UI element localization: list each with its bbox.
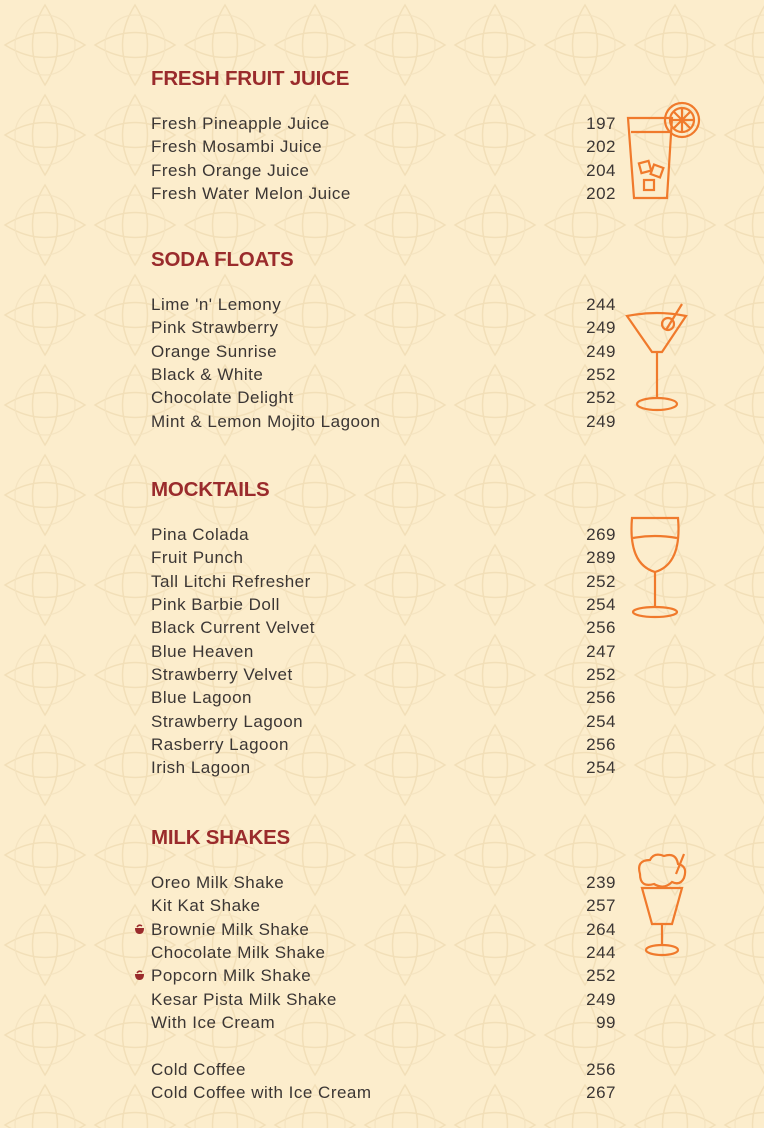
item-price: 244 <box>586 295 616 314</box>
menu-item <box>151 1081 616 1104</box>
menu-item <box>151 733 616 756</box>
menu-item <box>151 894 616 917</box>
item-price: 244 <box>586 943 616 963</box>
item-name: Brownie Milk Shake <box>151 919 310 939</box>
menu-item <box>151 710 616 733</box>
item-name: Fresh Pineapple Juice <box>151 114 330 133</box>
item-price: 202 <box>586 137 616 157</box>
item-name: Fresh Mosambi Juice <box>151 137 323 157</box>
menu-item <box>151 871 616 894</box>
item-price: 252 <box>586 365 616 385</box>
martini-glass-icon <box>622 302 692 414</box>
item-name: Cold Coffee <box>151 1059 246 1079</box>
menu-item <box>151 593 616 616</box>
item-price: 202 <box>586 184 616 204</box>
menu-item <box>151 293 616 316</box>
item-price: 267 <box>586 1083 616 1103</box>
menu-section <box>151 826 616 1104</box>
item-name: Rasberry Lagoon <box>151 735 289 755</box>
item-name: Pink Barbie Doll <box>151 595 280 615</box>
juice-glass-icon <box>622 100 704 204</box>
item-name: Pina Colada <box>151 525 250 544</box>
item-name: Chocolate Milk Shake <box>151 943 326 963</box>
item-name: Orange Sunrise <box>151 341 278 361</box>
item-price: 249 <box>586 318 616 338</box>
menu-section <box>151 248 616 433</box>
item-name: Strawberry Velvet <box>151 665 293 685</box>
menu-item <box>151 363 616 386</box>
menu-section <box>151 478 616 780</box>
menu-item <box>151 546 616 569</box>
item-price: 197 <box>586 114 616 133</box>
item-name: With Ice Cream <box>151 1013 276 1033</box>
item-name: Irish Lagoon <box>151 758 251 778</box>
section-title: MOCKTAILS <box>151 478 270 501</box>
menu-section <box>151 67 616 205</box>
item-name: Mint & Lemon Mojito Lagoon <box>151 411 381 431</box>
section-title: SODA FLOATS <box>151 248 294 271</box>
menu-item <box>151 1011 616 1034</box>
item-price: 99 <box>596 1013 616 1033</box>
item-name: Black Current Velvet <box>151 618 316 638</box>
item-name: Strawberry Lagoon <box>151 711 304 731</box>
item-price: 256 <box>586 688 616 708</box>
section-title: FRESH FRUIT JUICE <box>151 67 350 90</box>
menu-item <box>151 182 616 205</box>
menu-item <box>151 941 616 964</box>
menu-item <box>151 112 616 135</box>
item-price: 249 <box>586 341 616 361</box>
item-price: 204 <box>586 160 616 180</box>
menu-item <box>151 523 616 546</box>
item-name: Kit Kat Shake <box>151 896 261 916</box>
menu-item <box>151 756 616 779</box>
item-name: Black & White <box>151 365 264 385</box>
item-price: 254 <box>586 595 616 615</box>
item-price: 264 <box>586 919 616 939</box>
menu-item <box>151 135 616 158</box>
milkshake-icon <box>632 852 692 960</box>
item-price: 252 <box>586 966 616 986</box>
menu-item <box>151 640 616 663</box>
menu-item <box>151 918 616 941</box>
item-name: Pink Strawberry <box>151 318 279 338</box>
item-price: 249 <box>586 989 616 1009</box>
item-price: 257 <box>586 896 616 916</box>
item-price: 289 <box>586 548 616 568</box>
item-price: 256 <box>586 1059 616 1079</box>
item-price: 239 <box>586 873 616 892</box>
item-name: Fresh Water Melon Juice <box>151 184 351 204</box>
chef-special-icon <box>134 970 145 981</box>
menu-item <box>151 686 616 709</box>
section-title: MILK SHAKES <box>151 826 291 849</box>
item-name: Tall Litchi Refresher <box>151 571 311 591</box>
item-price: 247 <box>586 641 616 661</box>
item-price: 254 <box>586 711 616 731</box>
item-name: Cold Coffee with Ice Cream <box>151 1083 372 1103</box>
menu-item <box>151 964 616 987</box>
item-name: Kesar Pista Milk Shake <box>151 989 337 1009</box>
wine-glass-icon <box>626 514 684 620</box>
item-price: 252 <box>586 388 616 408</box>
item-price: 249 <box>586 411 616 431</box>
item-price: 252 <box>586 665 616 685</box>
item-price: 256 <box>586 735 616 755</box>
menu-item <box>151 663 616 686</box>
item-name: Blue Lagoon <box>151 688 252 708</box>
item-name: Lime 'n' Lemony <box>151 295 282 314</box>
menu-item <box>151 410 616 433</box>
menu-item <box>151 616 616 639</box>
item-price: 256 <box>586 618 616 638</box>
item-name: Fresh Orange Juice <box>151 160 310 180</box>
menu-item <box>151 386 616 409</box>
menu-item <box>151 159 616 182</box>
item-name: Fruit Punch <box>151 548 244 568</box>
menu-item <box>151 988 616 1011</box>
menu-item <box>151 316 616 339</box>
item-name: Blue Heaven <box>151 641 254 661</box>
item-price: 254 <box>586 758 616 778</box>
chef-special-icon <box>134 924 145 935</box>
item-price: 252 <box>586 571 616 591</box>
menu-item <box>151 340 616 363</box>
item-name: Chocolate Delight <box>151 388 294 408</box>
item-name: Oreo Milk Shake <box>151 873 285 892</box>
menu-item <box>151 1058 616 1081</box>
item-price: 269 <box>586 525 616 544</box>
item-name: Popcorn Milk Shake <box>151 966 312 986</box>
menu-item <box>151 570 616 593</box>
